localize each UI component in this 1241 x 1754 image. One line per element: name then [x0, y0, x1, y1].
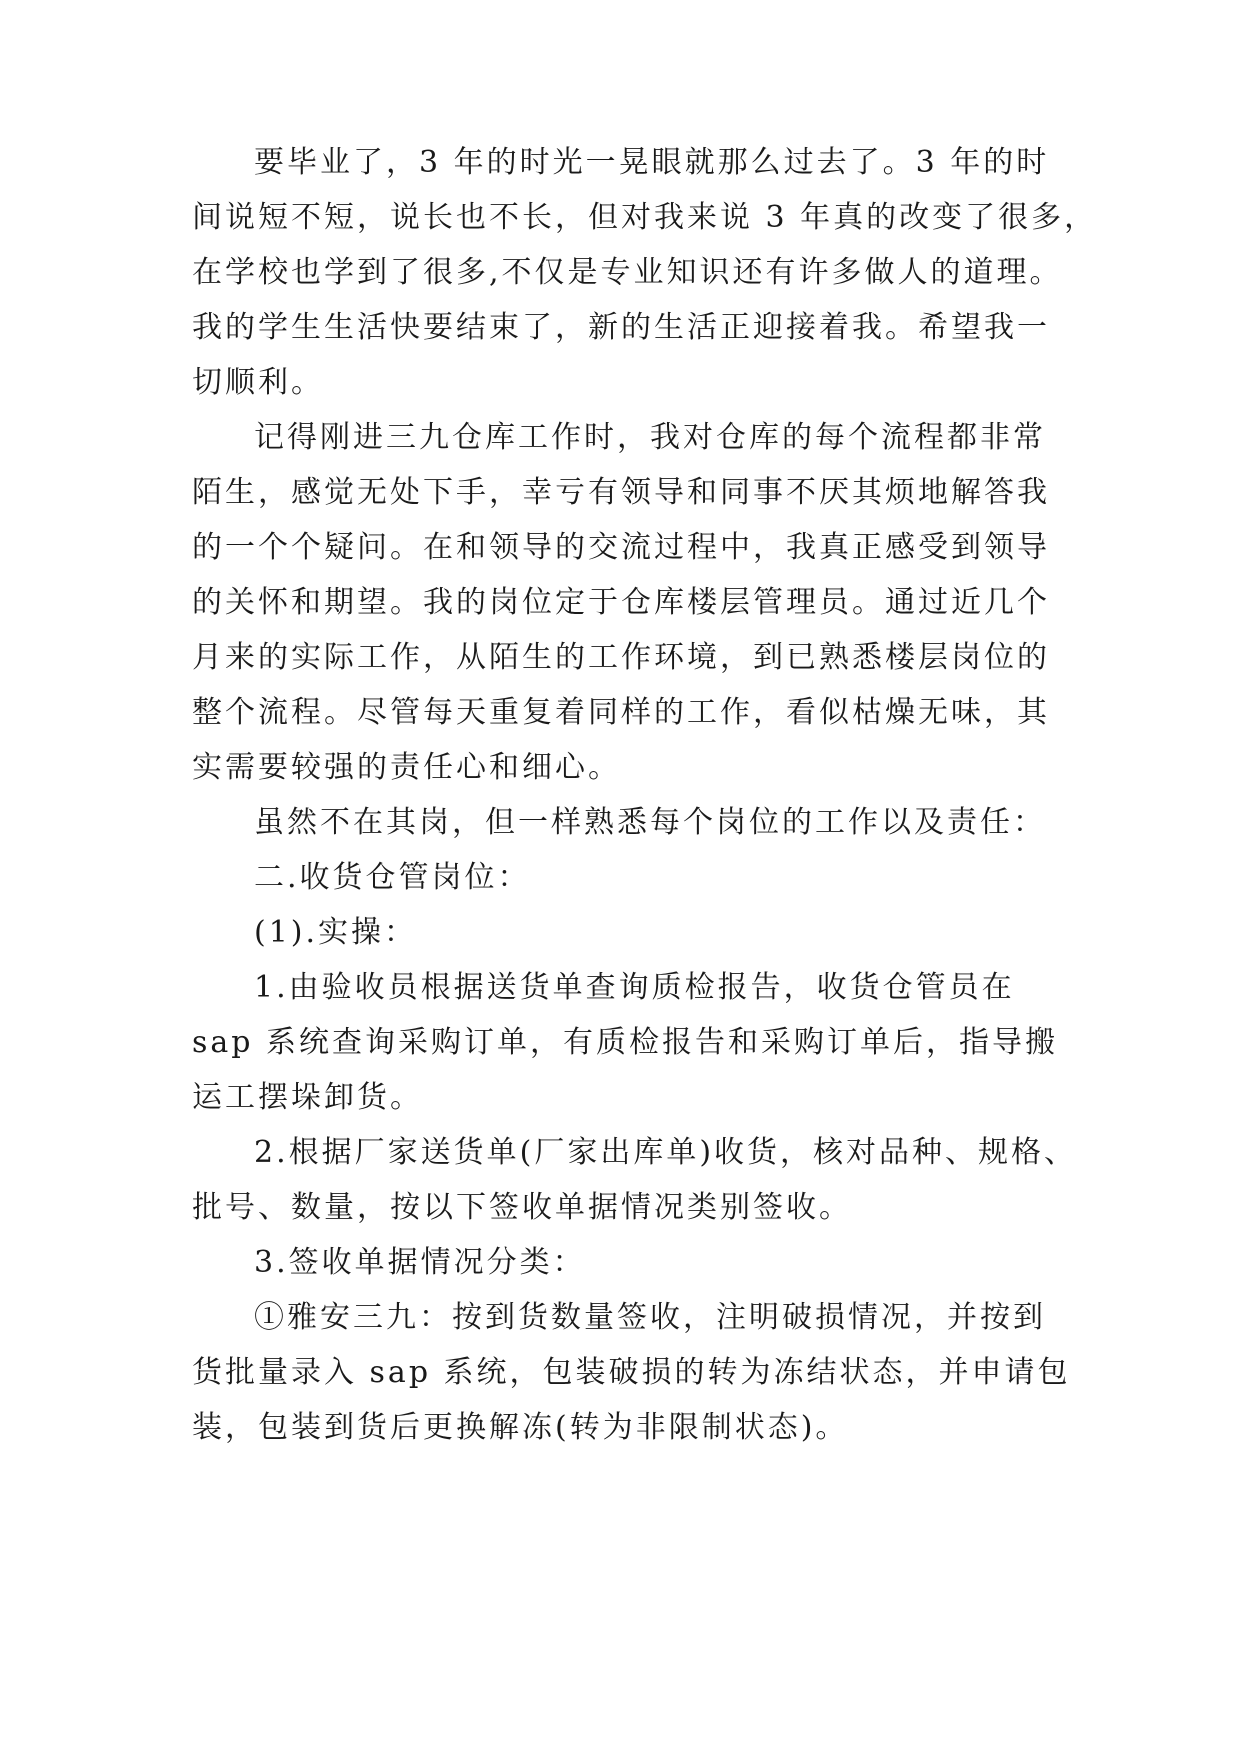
- paragraph-1-line-4: 我的学生生活快要结束了，新的生活正迎接着我。希望我一: [192, 310, 1050, 345]
- item-3-sub-1-line-1: ①雅安三九：按到货数量签收，注明破损情况，并按到: [254, 1300, 1046, 1335]
- paragraph-1-line-2: 间说短不短，说长也不长，但对我来说 3 年真的改变了很多，: [192, 200, 1098, 235]
- paragraph-2-line-1: 记得刚进三九仓库工作时，我对仓库的每个流程都非常: [254, 420, 1046, 455]
- paragraph-1-line-5: 切顺利。: [192, 365, 324, 400]
- item-2-line-1: 2.根据厂家送货单(厂家出库单)收货，核对品种、规格、: [254, 1135, 1078, 1170]
- paragraph-2-line-4: 的关怀和期望。我的岗位定于仓库楼层管理员。通过近几个: [192, 585, 1050, 620]
- item-3-sub-1-line-2: 货批量录入 sap 系统，包装破损的转为冻结状态，并申请包: [192, 1355, 1071, 1390]
- item-3-sub-1-line-3: 装，包装到货后更换解冻(转为非限制状态)。: [192, 1410, 849, 1445]
- paragraph-1-line-3: 在学校也学到了很多,不仅是专业知识还有许多做人的道理。: [192, 255, 1063, 290]
- paragraph-2-line-2: 陌生，感觉无处下手，幸亏有领导和同事不厌其烦地解答我: [192, 475, 1050, 510]
- paragraph-2-line-5: 月来的实际工作，从陌生的工作环境，到已熟悉楼层岗位的: [192, 640, 1050, 675]
- item-1-line-1: 1.由验收员根据送货单查询质检报告，收货仓管员在: [254, 970, 1015, 1005]
- paragraph-1-line-1: 要毕业了，3 年的时光一晃眼就那么过去了。3 年的时: [254, 145, 1050, 180]
- paragraph-2-line-7: 实需要较强的责任心和细心。: [192, 750, 621, 785]
- paragraph-2-line-3: 的一个个疑问。在和领导的交流过程中，我真正感受到领导: [192, 530, 1050, 565]
- item-2-line-2: 批号、数量，按以下签收单据情况类别签收。: [192, 1190, 852, 1225]
- item-1-line-2: sap 系统查询采购订单，有质检报告和采购订单后，指导搬: [192, 1025, 1059, 1060]
- item-1-line-3: 运工摆垛卸货。: [192, 1080, 423, 1115]
- paragraph-3-line-1: 虽然不在其岗，但一样熟悉每个岗位的工作以及责任：: [254, 805, 1046, 840]
- section-heading: 二.收货仓管岗位：: [254, 860, 531, 895]
- subsection-heading: (1).实操：: [254, 915, 418, 950]
- paragraph-2-line-6: 整个流程。尽管每天重复着同样的工作，看似枯燥无味，其: [192, 695, 1050, 730]
- item-3-heading: 3.签收单据情况分类：: [254, 1245, 586, 1280]
